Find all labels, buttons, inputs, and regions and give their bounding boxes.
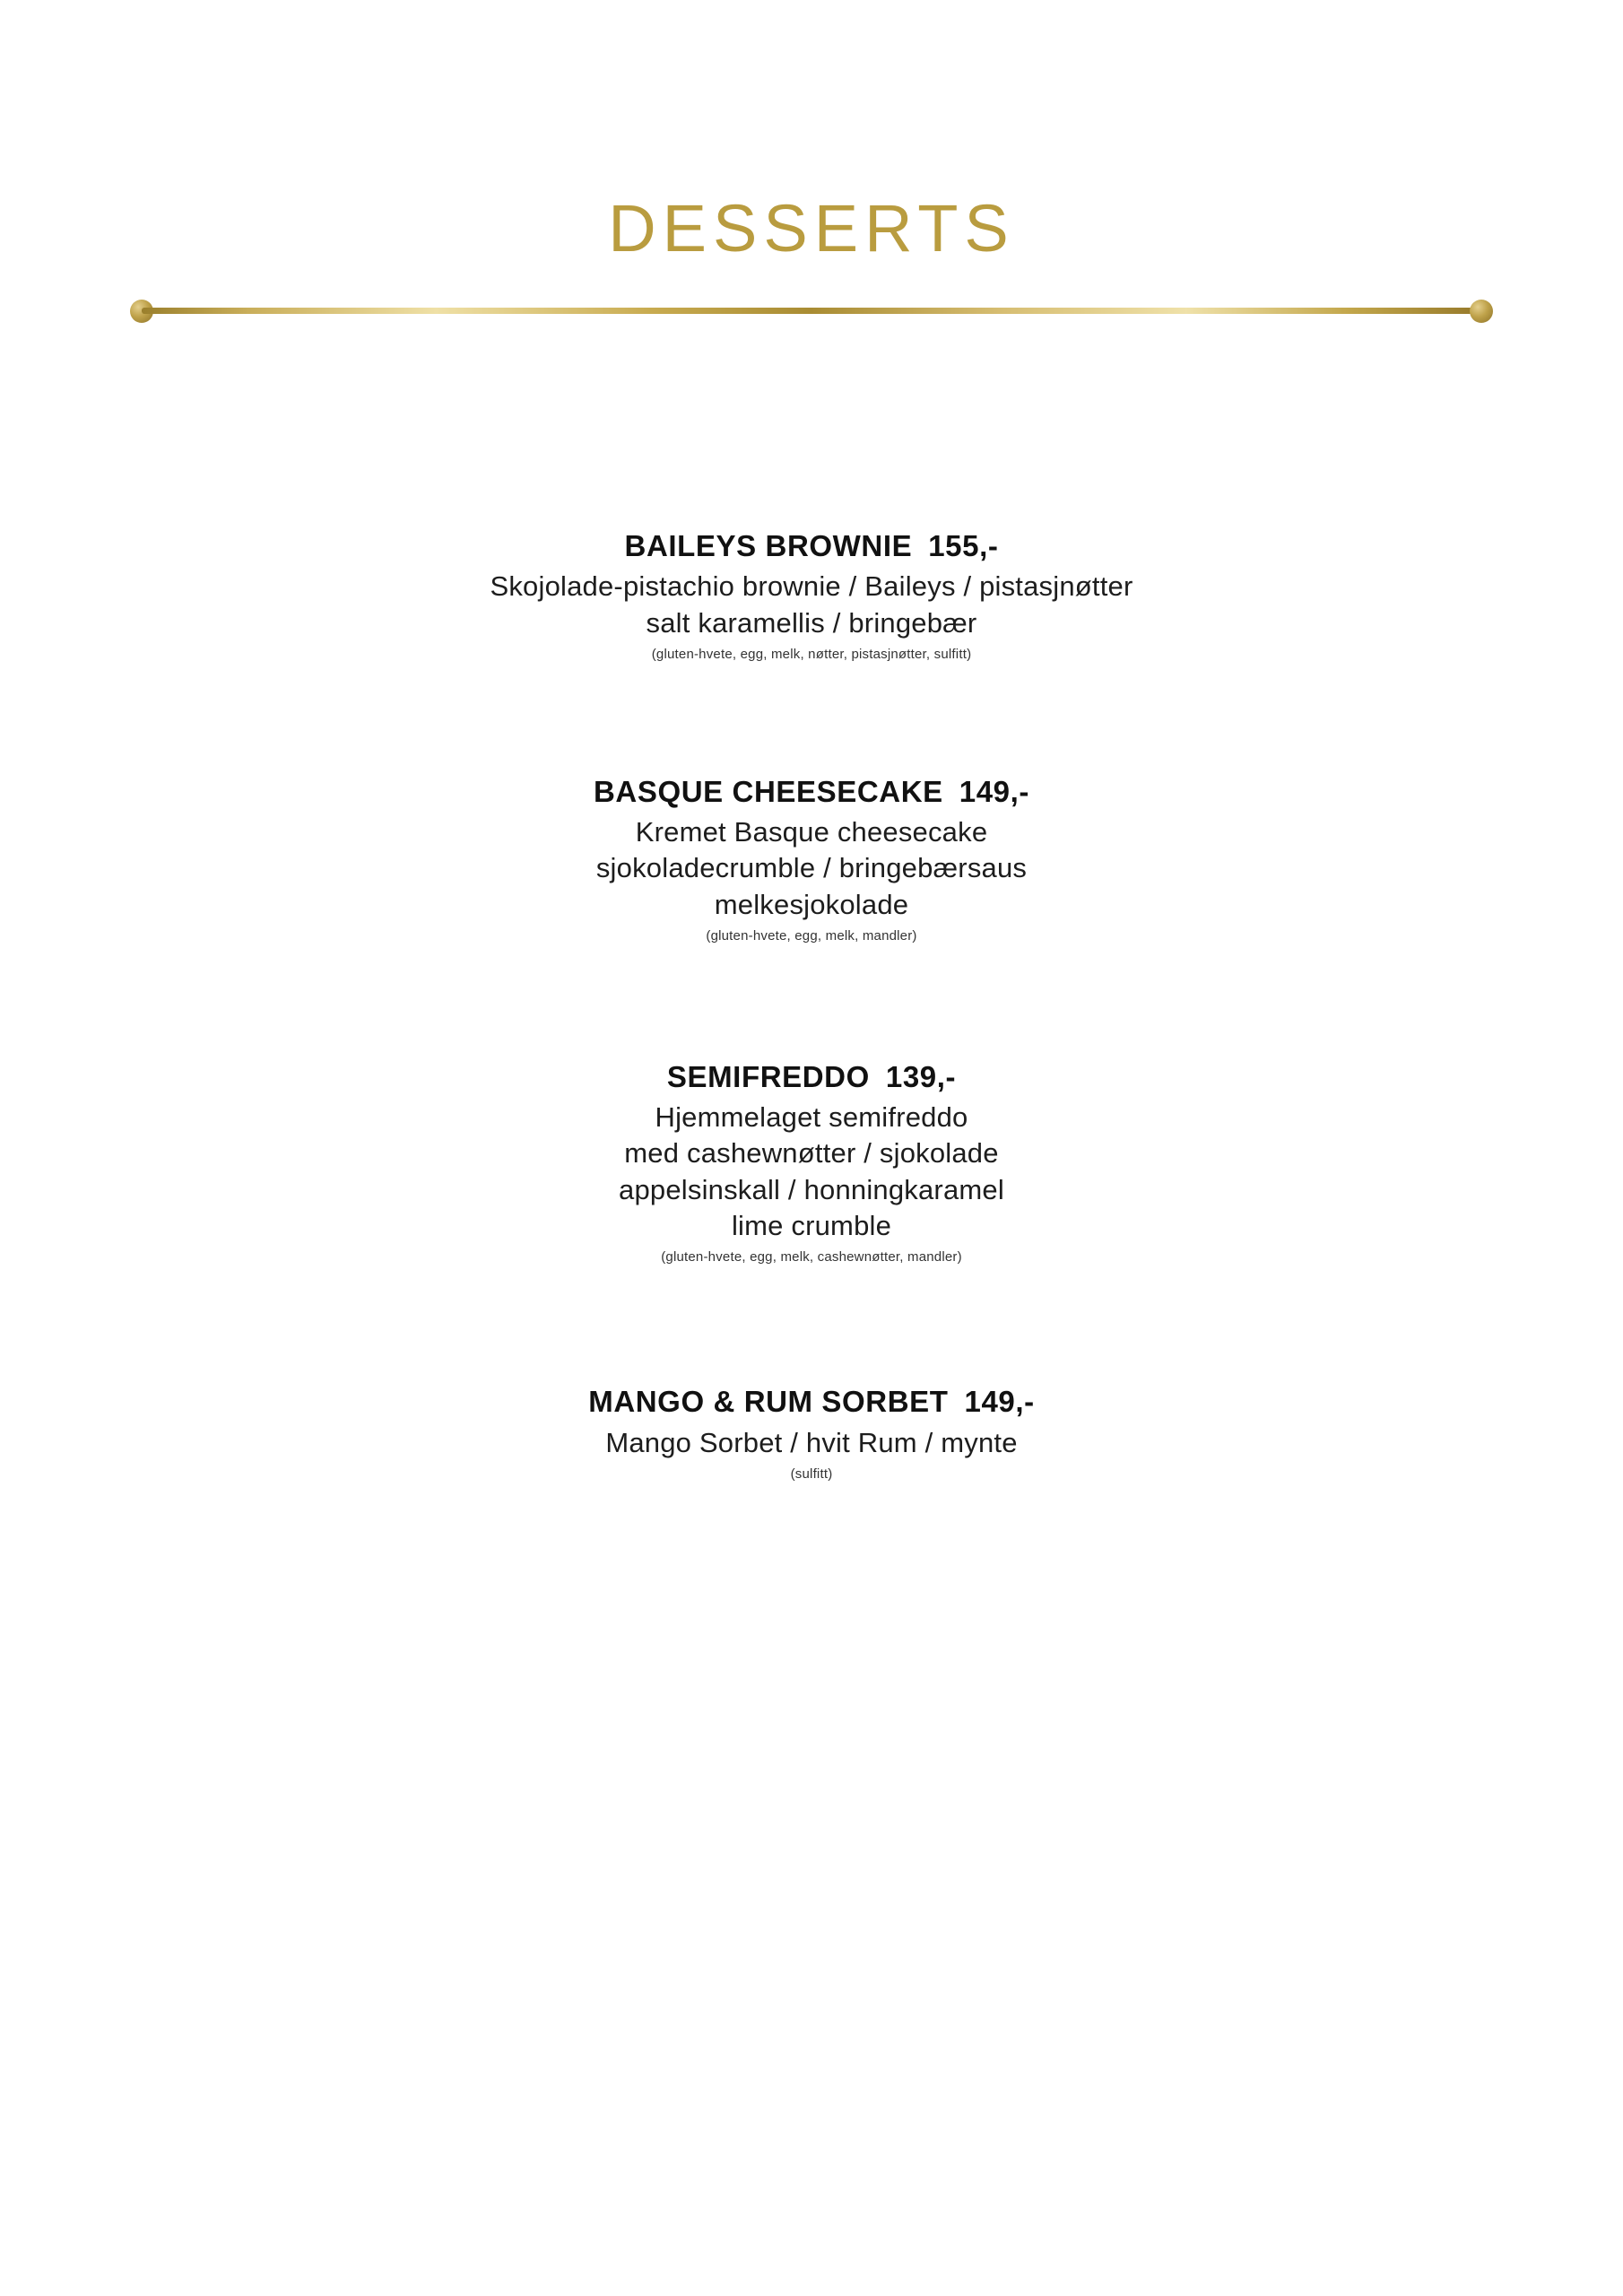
menu-item-heading	[0, 773, 1623, 811]
menu-item-description-line: med cashewnøtter / sjokolade	[624, 1137, 999, 1170]
menu-item-description-line: lime crumble	[731, 1210, 892, 1242]
menu-item-name: SEMIFREDDO	[666, 1059, 870, 1093]
menu-item-allergens: (gluten-hvete, egg, melk, nøtter, pistasjnøtter, sulfitt)	[651, 646, 972, 662]
menu-item-price: 139,-	[885, 1059, 957, 1093]
menu-item-allergens: (gluten-hvete, egg, melk, cashewnøtter, mandler)	[661, 1249, 962, 1265]
divider-dot-right-icon	[1470, 300, 1493, 323]
menu-item-description-line: salt karamellis / bringebær	[646, 606, 977, 639]
menu-item-heading	[0, 527, 1623, 565]
menu-item	[0, 1058, 1623, 1266]
menu-item-price: 149,-	[964, 1385, 1035, 1419]
menu-item-heading	[0, 1058, 1623, 1096]
menu-item-allergens: (sulfitt)	[790, 1465, 833, 1482]
menu-item-price: 149,-	[959, 774, 1029, 808]
menu-item-description-line: appelsinskall / honningkaramel	[619, 1173, 1004, 1205]
menu-item	[0, 773, 1623, 945]
menu-item-heading	[0, 1383, 1623, 1421]
menu-item-name: BASQUE CHEESECAKE	[594, 774, 943, 808]
menu-item-description-line: sjokoladecrumble / bringebærsaus	[595, 852, 1028, 884]
menu-header	[0, 0, 1623, 323]
menu-item-price: 155,-	[928, 529, 999, 562]
menu-items-list	[0, 527, 1623, 1483]
menu-item-description-line: Hjemmelaget semifreddo	[655, 1101, 968, 1134]
gold-divider	[130, 300, 1493, 323]
page-title: DESSERTS	[608, 191, 1015, 265]
menu-item-description-line: Mango Sorbet / hvit Rum / mynte	[605, 1426, 1018, 1458]
menu-item	[0, 527, 1623, 664]
menu-item-description-line: Kremet Basque cheesecake	[635, 816, 988, 848]
menu-item-name: MANGO & RUM SORBET	[588, 1385, 949, 1419]
menu-item-name: BAILEYS BROWNIE	[624, 529, 913, 562]
menu-item-description-line: Skojolade-pistachio brownie / Baileys / pistasjnøtter	[490, 570, 1133, 603]
divider-line	[142, 308, 1481, 314]
menu-item	[0, 1383, 1623, 1483]
menu-item-description-line: melkesjokolade	[714, 888, 909, 920]
menu-item-allergens: (gluten-hvete, egg, melk, mandler)	[706, 927, 917, 944]
